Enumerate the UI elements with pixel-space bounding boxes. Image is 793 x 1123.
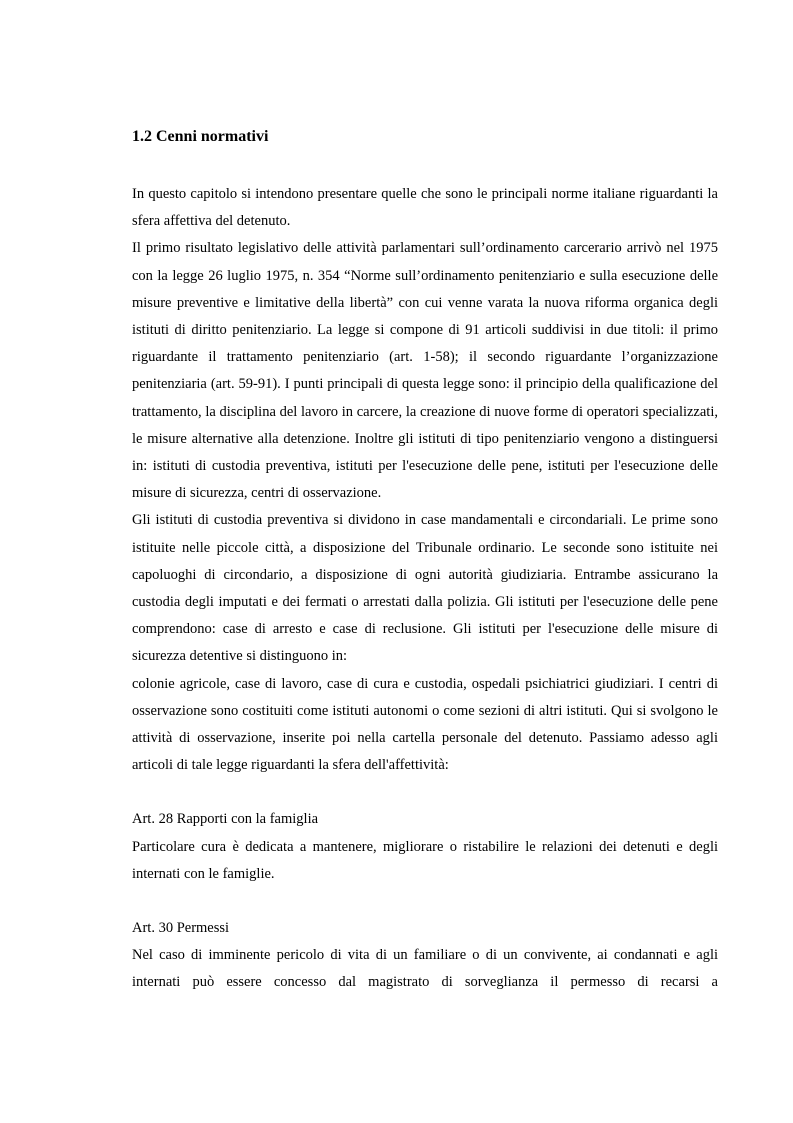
article-28-title: Art. 28 Rapporti con la famiglia [132, 811, 319, 828]
body-text [132, 181, 718, 997]
paragraph-colonie-agricole: colonie agricole, case di lavoro, case di cura e custodia, ospedali psichiatrici giudiziari. I centri di osservazione sono costituiti come istituti autonomi o come sezioni di altri istituti. Qui si svolgono le attività di osservazione, inserite poi nella cartella personale del detenuto. Passiamo adesso agli articoli di tale legge riguardanti la sfera dell'affettività: [132, 675, 718, 774]
document-page [132, 127, 718, 997]
paragraph-intro: In questo capitolo si intendono presentare quelle che sono le principali norme italiane riguardanti la sfera affettiva del detenuto. [132, 186, 718, 230]
paragraph-custodia-preventiva: Gli istituti di custodia preventiva si dividono in case mandamentali e circondariali. Le prime sono istituite nelle piccole città, a disposizione del Tribunale ordinario. Le seconde sono istituite nei capoluoghi di circondario, a disposizione di ogni autorità giudiziaria. Entrambe assicurano la custodia degli imputati e dei fermati o arrestati dalla polizia. Gli istituti per l'esecuzione delle pene comprendono: case di arresto e case di reclusione. Gli istituti per l'esecuzione delle misure di sicurezza detentive si distinguono in: [132, 512, 718, 665]
article-30-text: Nel caso di imminente pericolo di vita di un familiare o di un convivente, ai condannati e agli internati può essere concesso dal magistrato di sorveglianza il permesso di recarsi a [132, 947, 718, 991]
article-30-title: Art. 30 Permessi [132, 920, 230, 937]
section-heading: 1.2 Cenni normativi [132, 128, 269, 145]
article-28-text: Particolare cura è dedicata a mantenere, migliorare o ristabilire le relazioni dei detenuti e degli internati con le famiglie. [132, 838, 718, 882]
paragraph-legge-1975: Il primo risultato legislativo delle attività parlamentari sull’ordinamento carcerario arrivò nel 1975 con la legge 26 luglio 1975, n. 354 “Norme sull’ordinamento penitenziario e sulla esecuzione delle misure preventive e limitative della libertà” con cui venne varata la nuova riforma organica degli istituti di diritto penitenziario. La legge si compone di 91 articoli suddivisi in due titoli: il primo riguardante il trattamento penitenziario (art. 1-58); il secondo riguardante l’organizzazione penitenziaria (art. 59-91). I punti principali di questa legge sono: il principio della qualificazione del trattamento, la disciplina del lavoro in carcere, la creazione di nuove forme di operatori specializzati, le misure alternative alla detenzione. Inoltre gli istituti di tipo penitenziario vengono a distinguersi in: istituti di custodia preventiva, istituti per l'esecuzione delle pene, istituti per l'esecuzione delle misure di sicurezza, centri di osservazione. [132, 240, 718, 502]
